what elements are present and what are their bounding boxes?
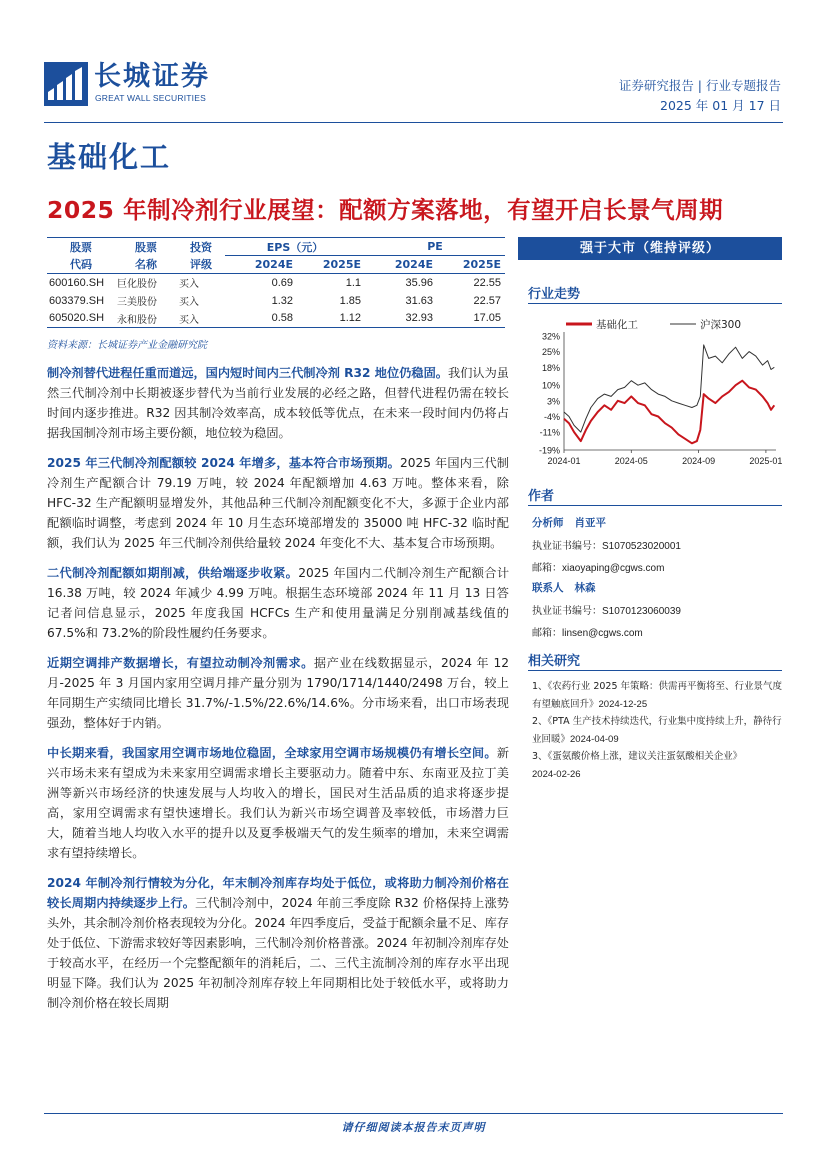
paragraph-text: 新兴市场未来有望成为未来家用空调需求增长主要驱动力。随着中东、东南亚及拉丁美洲等新兴市场经济的快速发展与人均收入的增长，国民对生活品质的追求将逐步提高，家用空调需求有望快速增长。我们认为新兴市场空调普及率较低，市场潜力巨大，随着当地人均收入水平的提升以及夏季极端天气的发生频率的增加，未来空调需求有望持续增长。 <box>47 746 509 860</box>
x-tick-label: 2024-09 <box>682 456 716 466</box>
cert-number: S1070523020001 <box>602 541 681 552</box>
logo-mark-icon <box>44 62 88 106</box>
report-type: 证券研究报告 | 行业专题报告 <box>618 78 781 93</box>
paragraph <box>47 364 509 444</box>
y-tick-label: -19% <box>538 445 560 456</box>
contact-cert <box>532 602 681 617</box>
pe-2024: 35.96 <box>405 276 433 289</box>
cert-label: 执业证书编号： <box>532 606 602 617</box>
col-header-pe-2024: 2024E <box>365 256 437 274</box>
analyst-line <box>532 515 606 530</box>
col-header-eps-2024: 2024E <box>225 256 297 274</box>
paragraph-lead: 2025 年三代制冷剂配额较 2024 年增多，基本符合市场预期。 <box>47 456 400 471</box>
related-item[interactable] <box>532 748 782 783</box>
stock-name: 永和股份 <box>115 310 177 328</box>
y-tick-label: 32% <box>541 331 560 342</box>
paragraph-text: 我们认为虽然三代制冷剂中长期被逐步替代为当前行业发展的必经之路，但替代进程仍需在较长时间内逐步推进。R32 因其制冷效率高，成本较低等优点，在未来一段时间内仍将占据我国制冷剂市场主要份额，地位较为稳固。 <box>47 366 509 440</box>
paragraph-text: 2025 年国内二代制冷剂生产配额合计 16.38 万吨，较 2024 年减少 4.99 万吨。根据生态环境部 2024 年 11 月 13 日答记者问信息显示，2025 年度我国 HCFCs 生产和使用量满足分别削减基线值的 67.5%和 73.2%的阶段性履约任务要求。 <box>47 566 510 640</box>
related-item-date: 2024-04-09 <box>570 733 619 745</box>
related-item-date: 2024-12-25 <box>598 698 648 710</box>
paragraph-text: 据产业在线数据显示，2024 年 12 月-2025 年 3 月国内家用空调月排产量分别为 1790/1714/1440/2498 万台，较上年同期生产实绩同比增长 31.7%/-1.5%/22.6%/14.6%。分市场来看，出口市场表现强劲，整体好于内销。 <box>47 656 510 730</box>
stock-rating: 买入 <box>179 279 199 291</box>
y-tick-label: -11% <box>539 427 560 438</box>
paragraph <box>47 874 509 1013</box>
related-research-list <box>532 678 782 783</box>
related-item-text: 1、《农药行业 2025 年策略：供需再平衡将至、行业景气度有望触底回升》 <box>532 681 783 710</box>
x-tick-label: 2024-05 <box>614 456 648 466</box>
stock-code: 603379.SH <box>49 294 105 307</box>
pe-2025: 22.57 <box>473 294 501 307</box>
pe-2024: 32.93 <box>365 310 437 328</box>
col-header-code-2: 代码 <box>47 256 115 274</box>
stock-table <box>47 237 505 328</box>
pe-2025: 22.55 <box>473 276 501 289</box>
paragraph <box>47 744 509 863</box>
analyst-email <box>532 559 664 574</box>
y-tick-label: 25% <box>541 347 560 358</box>
y-tick-label: 18% <box>541 362 560 373</box>
col-header-pe: PE <box>365 238 505 256</box>
trend-title: 行业走势 <box>528 287 581 302</box>
trend-divider <box>528 303 782 304</box>
series-line-chemicals <box>564 381 774 444</box>
cert-number: S1070123060039 <box>602 606 681 617</box>
series-line-csi300 <box>564 345 774 432</box>
logo-text-cn: 长城证券 <box>94 61 210 92</box>
analyst-cert <box>532 537 681 552</box>
col-header-name-1: 股票 <box>115 238 177 256</box>
eps-2025: 1.12 <box>297 310 365 328</box>
table-row <box>47 274 505 292</box>
col-header-code-1: 股票 <box>47 238 115 256</box>
report-date: 2025 年 01 月 17 日 <box>660 98 781 113</box>
paragraph-lead: 2024 年制冷剂行情较为分化，年末制冷剂库存均处于低位，或将助力制冷剂价格在较长周期内持续逐步上行。 <box>47 876 509 911</box>
legend-label-a: 基础化工 <box>596 319 638 331</box>
col-header-eps: EPS（元） <box>225 238 365 256</box>
stock-name: 三美股份 <box>117 297 157 308</box>
related-item-text: 3、《蛋氨酸价格上涨，建议关注蛋氨酸相关企业》 <box>532 751 743 762</box>
paragraph <box>47 454 509 554</box>
authors-divider <box>528 505 782 506</box>
stock-code: 605020.SH <box>47 310 115 328</box>
report-body <box>47 364 509 1024</box>
authors-title: 作者 <box>528 489 555 504</box>
paragraph-text: 2025 年国内三代制冷剂生产配额合计 79.19 万吨，较 2024 年配额增加 4.63 万吨。整体来看，除 HFC-32 生产配额明显增发外，其他品种三代制冷剂配额变化不大，多源于企业内部配额临时调整，考虑到 2024 年 10 月生态环境部增发的 35000 吨 HFC-32 临时配额，我们认为 2025 年三代制冷剂供给量较 2024 年变化不大、基本复合市场预期。 <box>47 456 509 550</box>
col-header-name-2: 名称 <box>115 256 177 274</box>
company-logo <box>44 62 244 106</box>
col-header-rating-1: 投资 <box>177 238 225 256</box>
analyst-role: 分析师 <box>532 517 564 529</box>
x-tick-label: 2025-01 <box>749 456 782 466</box>
industry-trend-chart <box>528 310 782 475</box>
report-meta <box>619 76 781 116</box>
cert-label: 执业证书编号： <box>532 541 602 552</box>
paragraph-lead: 中长期来看，我国家用空调市场地位稳固，全球家用空调市场规模仍有增长空间。 <box>47 746 497 761</box>
paragraph <box>47 564 509 644</box>
stock-rating: 买入 <box>177 310 225 328</box>
eps-2025: 1.85 <box>339 294 361 307</box>
col-header-pe-2025: 2025E <box>437 256 505 274</box>
related-item[interactable] <box>532 678 782 713</box>
email-address[interactable]: linsen@cgws.com <box>562 628 643 639</box>
paragraph <box>47 654 509 734</box>
footer-divider <box>44 1113 783 1114</box>
stock-rating: 买入 <box>179 297 199 308</box>
contact-name: 林森 <box>574 582 596 594</box>
eps-2024: 0.58 <box>225 310 297 328</box>
pe-2025: 17.05 <box>437 310 505 328</box>
analyst-name: 肖亚平 <box>574 517 606 529</box>
stock-code: 600160.SH <box>49 276 105 289</box>
paragraph-lead: 近期空调排产数据增长，有望拉动制冷剂需求。 <box>47 656 314 671</box>
contact-line <box>532 580 595 595</box>
rating-banner: 强于大市（维持评级） <box>518 237 782 260</box>
related-title: 相关研究 <box>528 654 581 669</box>
x-tick-label: 2024-01 <box>547 456 581 466</box>
footer-disclaimer: 请仔细阅读本报告末页声明 <box>341 1121 486 1134</box>
sector-title: 基础化工 <box>47 140 172 174</box>
contact-email <box>532 624 643 639</box>
col-header-rating-2: 评级 <box>177 256 225 274</box>
y-tick-label: -4% <box>543 411 560 422</box>
col-header-eps-2025: 2025E <box>297 256 365 274</box>
report-title: 2025 年制冷剂行业展望：配额方案落地，有望开启长景气周期 <box>47 196 724 224</box>
email-label: 邮箱： <box>532 563 562 574</box>
related-item-text: 2、《PTA 生产技术持续迭代，行业集中度持续上升，静待行业回暖》 <box>532 716 782 745</box>
y-tick-label: 3% <box>546 396 560 407</box>
eps-2024: 1.32 <box>271 294 293 307</box>
header-divider <box>44 122 783 123</box>
related-item[interactable] <box>532 713 782 748</box>
related-divider <box>528 670 782 671</box>
paragraph-lead: 二代制冷剂配额如期削减，供给端逐步收紧。 <box>47 566 299 581</box>
paragraph-text: 三代制冷剂中，2024 年前三季度除 R32 价格保持上涨势头外，其余制冷剂价格表现较为分化。2024 年四季度后，受益于配额余量不足、库存处于低位、下游需求较好等因素影响，三代制冷剂价格普涨。2024 年初制冷剂库存处于较高水平，在经历一个完整配额年的消耗后，二、三代主流制冷剂的库存水平出现明显下降。我们认为 2025 年初制冷剂库存较上年同期相比处于较低水平，或将助力制冷剂价格在较长周期 <box>47 896 509 1010</box>
paragraph-lead: 制冷剂替代进程任重而道远，国内短时间内三代制冷剂 R32 地位仍稳固。 <box>47 366 448 380</box>
table-row <box>47 310 505 328</box>
related-item-date: 2024-02-26 <box>532 768 581 780</box>
contact-role: 联系人 <box>532 582 564 594</box>
pe-2024: 31.63 <box>405 294 433 307</box>
logo-text-en: GREAT WALL SECURITIES <box>95 93 206 103</box>
stock-name: 巨化股份 <box>117 279 157 291</box>
y-tick-label: 10% <box>541 380 560 391</box>
table-source: 资料来源：长城证券产业金融研究院 <box>47 340 207 351</box>
table-row <box>47 292 505 310</box>
eps-2025: 1.1 <box>345 276 361 289</box>
legend-label-b: 沪深300 <box>700 319 742 331</box>
eps-2024: 0.69 <box>271 276 293 289</box>
email-label: 邮箱： <box>532 628 562 639</box>
email-address[interactable]: xiaoyaping@cgws.com <box>562 563 665 574</box>
